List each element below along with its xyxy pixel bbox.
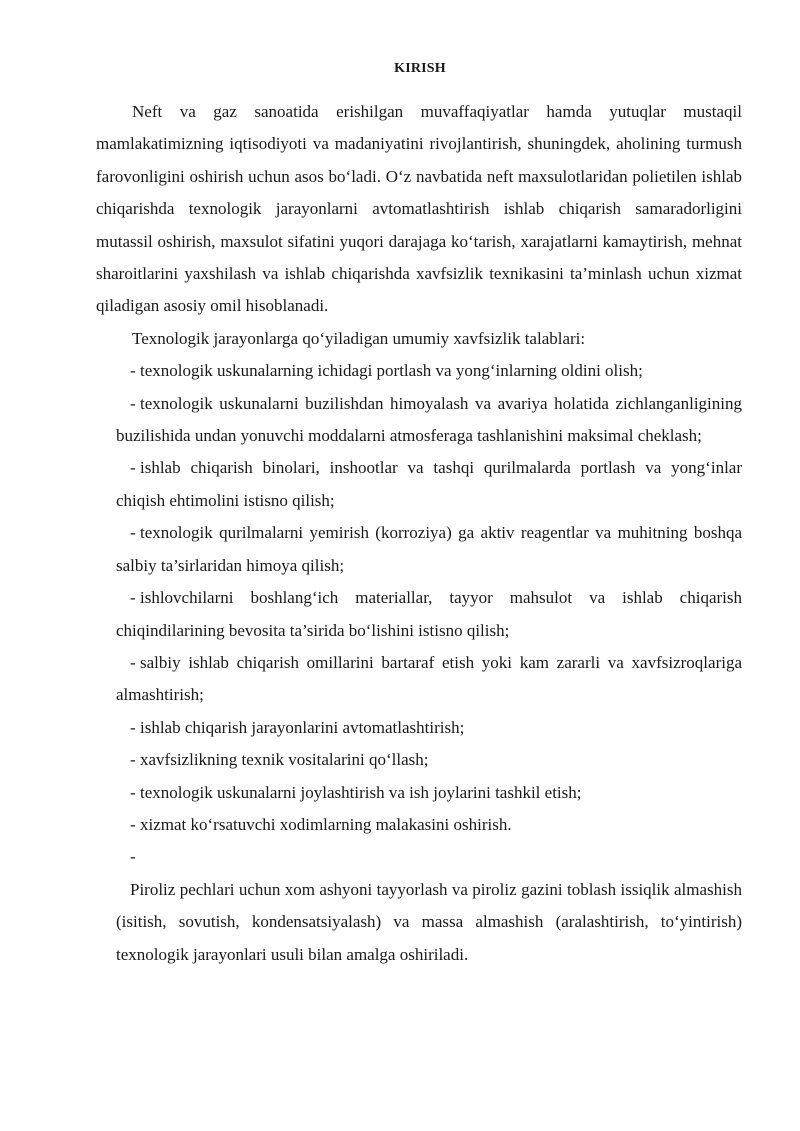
bullet-dash: - [130,717,136,737]
list-item [116,517,742,582]
list-item [116,355,742,387]
bullet-dash: - [130,652,136,672]
bullet-dash: - [130,458,136,478]
requirements-heading: Texnologik jarayonlarga qo‘yiladigan umumiy xavfsizlik talablari: [132,328,586,348]
list-item [116,647,742,712]
list-item [116,712,742,744]
list-item [116,777,742,809]
bullet-dash: - [130,588,136,608]
bullet-dash: - [130,361,136,381]
list-item-text: ishlab chiqarish jarayonlarini avtomatlashtirish; [140,717,465,737]
list-item-text: texnologik uskunalarning ichidagi portlash va yong‘inlarning oldini olish; [140,361,643,381]
intro-paragraph: Neft va gaz sanoatida erishilgan muvaffaqiyatlar hamda yutuqlar mustaqil mamlakatimizning iqtisodiyoti va madaniyatini rivojlantirish, shuningdek, aholining turmush farovonligini oshirish uchun asos bo‘ladi. O‘z navbatida neft maxsulotlaridan polietilen ishlab chiqarishda texnologik jarayonlarni avtomatlashtirish ishlab chiqarish samaradorligini mutassil oshirish, maxsulot sifatini yuqori darajaga ko‘tarish, xarajatlarni kamaytirish, mehnat sharoitlarini yaxshilash va ishlab chiqarishda xavfsizlik texnikasini ta’minlash uchun xizmat qiladigan asosiy omil hisoblanadi. [96,102,742,316]
list-item-text: xizmat ko‘rsatuvchi xodimlarning malakasini oshirish. [140,814,512,834]
bullet-dash: - [130,847,136,867]
bullet-dash: - [130,523,136,543]
list-item [116,582,742,647]
list-item [116,452,742,517]
list-item-text: ishlovchilarni boshlang‘ich materiallar, tayyor mahsulot va ishlab chiqarish chiqindilarining bevosita ta’sirida bo‘lishini istisno qilish; [116,588,742,640]
bullet-dash: - [130,782,136,802]
list-item [116,744,742,776]
list-item-text: texnologik uskunalarni joylashtirish va ish joylarini tashkil etish; [140,782,582,802]
requirements-list [116,355,742,874]
list-item-text: ishlab chiqarish binolari, inshootlar va tashqi qurilmalarda portlash va yong‘inlar chiqish ehtimolini istisno qilish; [116,458,742,510]
document-body [96,96,742,971]
list-item-text: xavfsizlikning texnik vositalarini qo‘llash; [140,750,429,770]
bullet-dash: - [130,814,136,834]
list-item-text: texnologik uskunalarni buzilishdan himoyalash va avariya holatida zichlanganligining buzilishida undan yonuvchi moddalarni atmosferaga tashlanishini maksimal cheklash; [116,393,742,446]
list-item-text: salbiy ishlab chiqarish omillarini bartaraf etish yoki kam zararli va xavfsizroqlariga almashtirish; [116,652,742,705]
list-item-text: texnologik qurilmalarni yemirish (korroziya) ga aktiv reagentlar va muhitning boshqa salbiy ta’sirlaridan himoya qilish; [116,523,742,575]
list-item [116,841,742,873]
page-title: KIRISH [394,61,446,76]
bullet-dash: - [130,393,136,413]
bullet-dash: - [130,750,136,770]
list-item [116,809,742,841]
closing-paragraph: Piroliz pechlari uchun xom ashyoni tayyorlash va piroliz gazini toblash issiqlik almashish (isitish, sovutish, kondensatsiyalash) va massa almashish (aralashtirish, to‘yintirish) texnologik jarayonlari usuli bilan amalga oshiriladi. [116,879,742,964]
list-item [116,388,742,453]
